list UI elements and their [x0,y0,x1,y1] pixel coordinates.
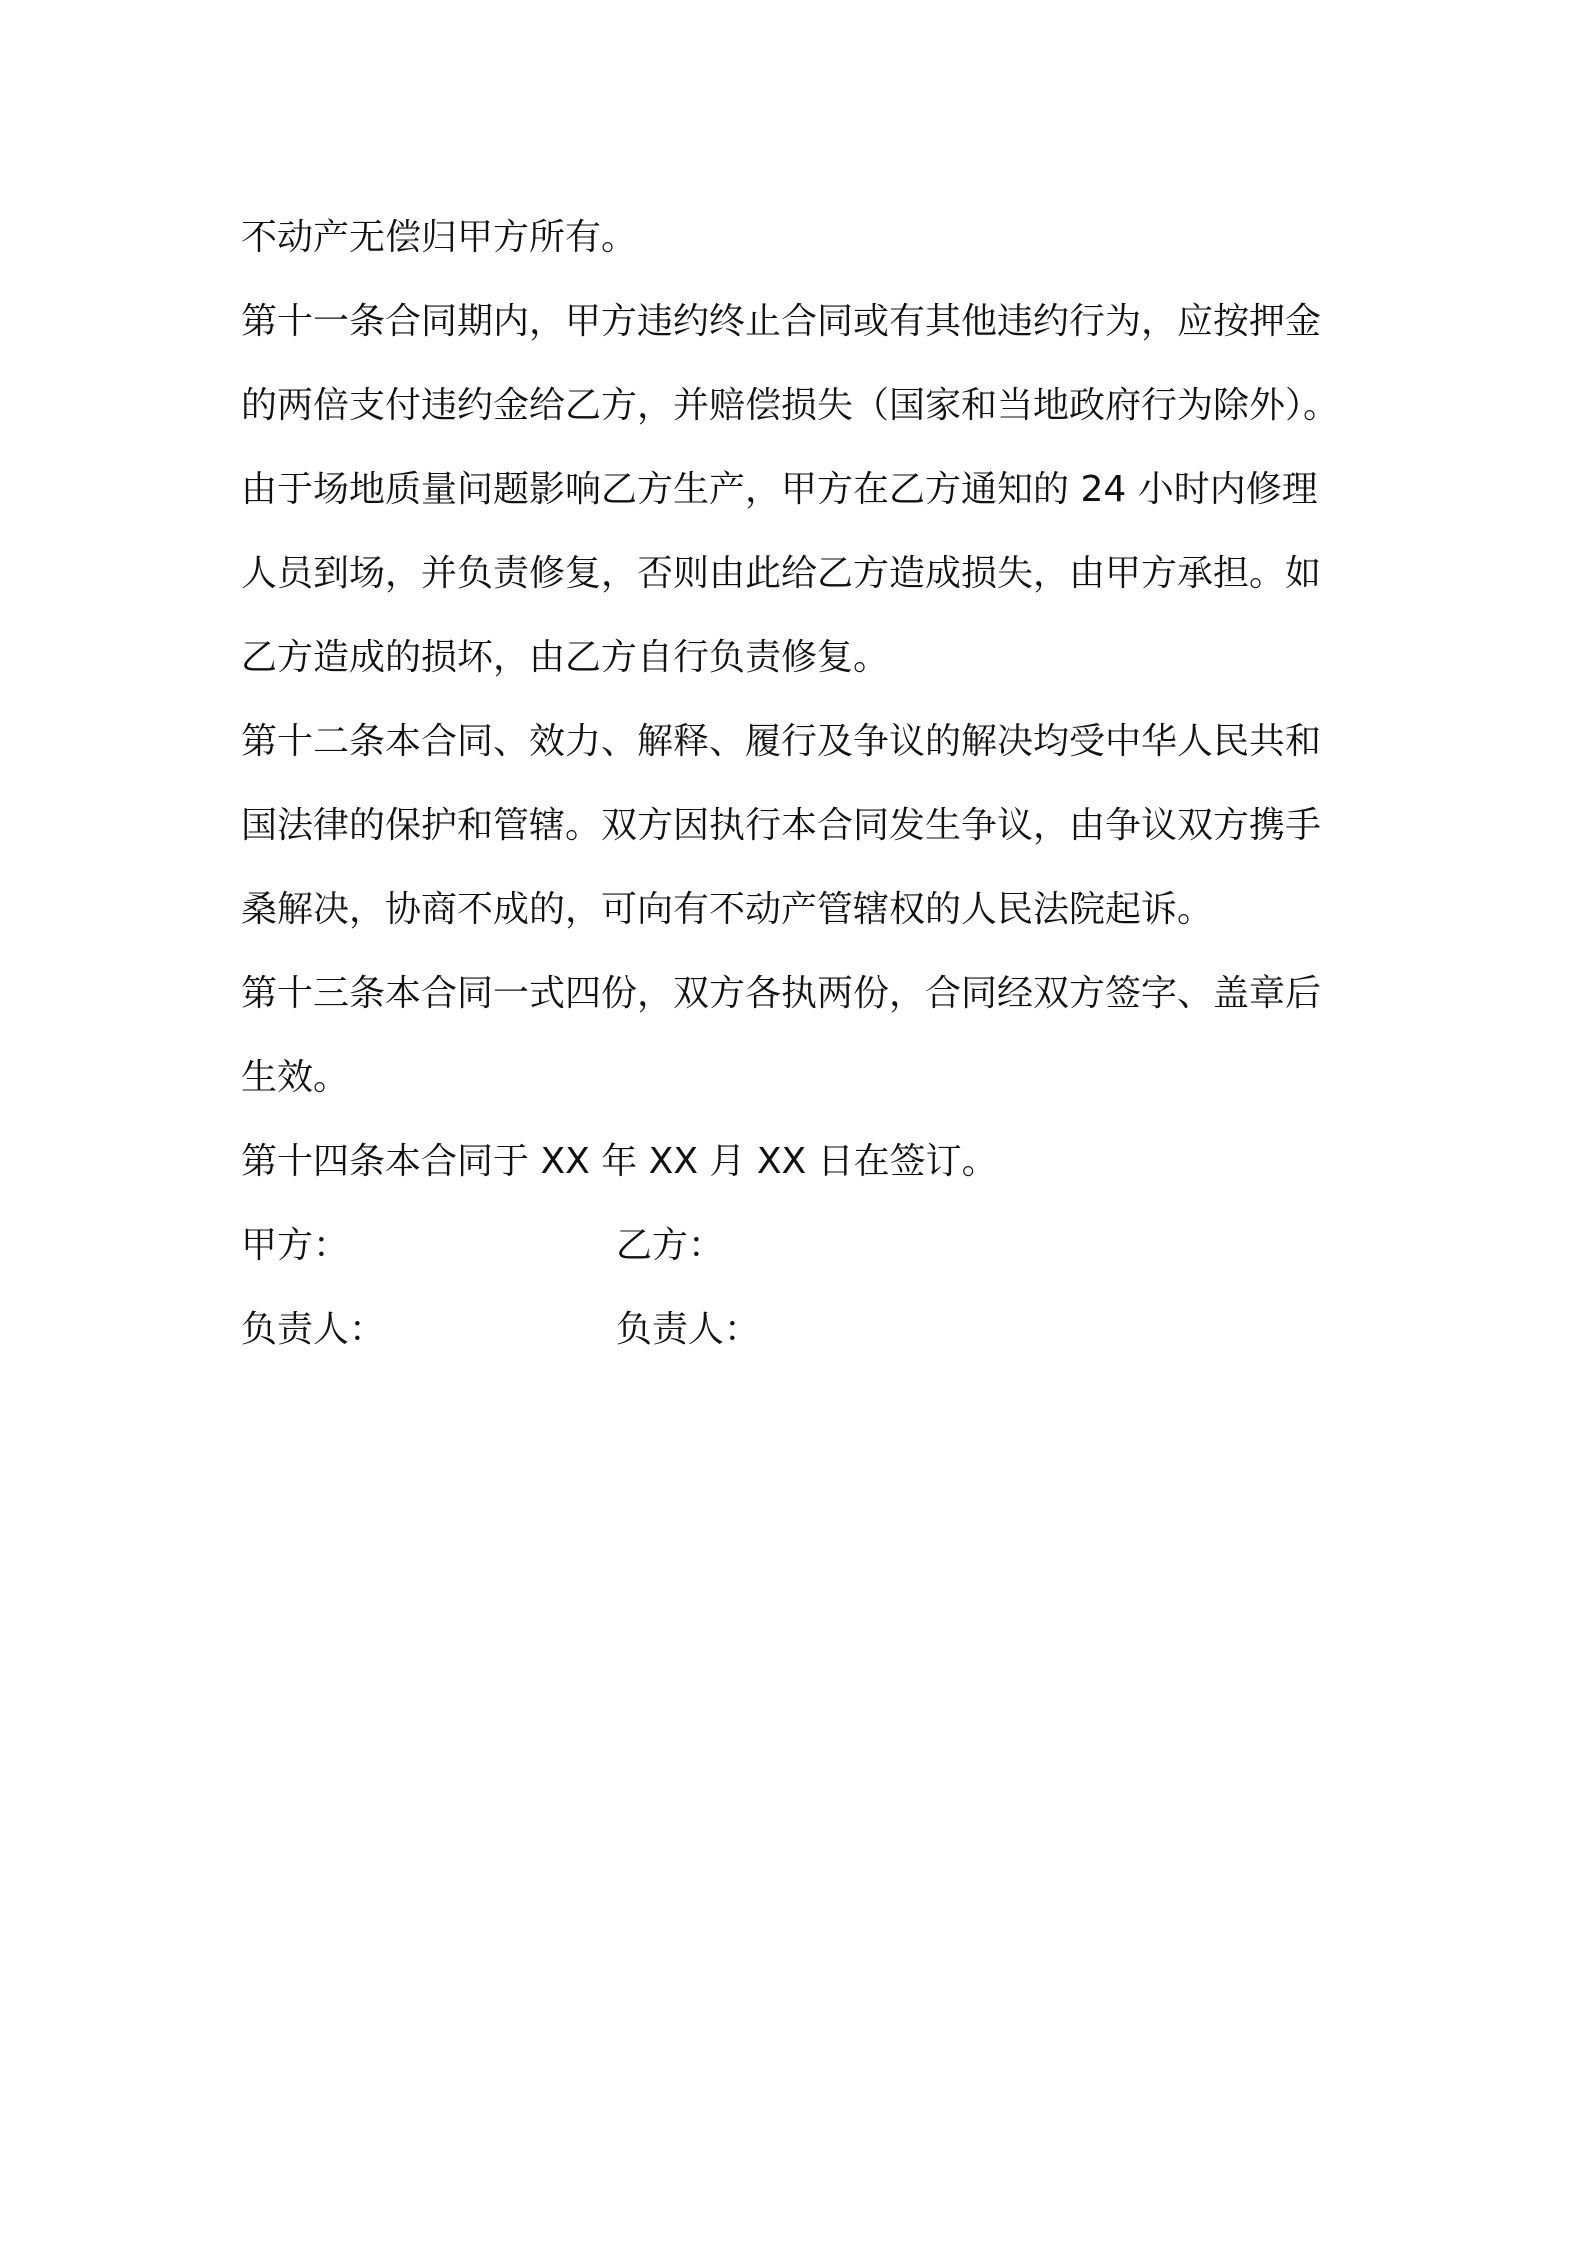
text-line: 第十四条本合同于 XX 年 XX 月 XX 日在签订。 [241,1141,998,1182]
text-line: 第十一条合同期内，甲方违约终止合同或有其他违约行为，应按押金 [241,301,1322,342]
text-line: 的两倍支付违约金给乙方，并赔偿损失（国家和当地政府行为除外）。 [241,385,1340,426]
text-line: 生效。 [241,1057,350,1098]
text-line: 第十三条本合同一式四份，双方各执两份，合同经双方签字、盖章后 [241,973,1322,1014]
party-b-label: 乙方： [616,1225,725,1266]
text-line: 乙方造成的损坏，由乙方自行负责修复。 [241,637,890,678]
contract-body [241,196,1361,1372]
text-line: 人员到场，并负责修复，否则由此给乙方造成损失，由甲方承担。如 [241,553,1322,594]
signature-representatives-row [241,1288,1361,1372]
text-line: 桑解决，协商不成的，可向有不动产管辖权的人民法院起诉。 [241,889,1214,930]
text-line: 国法律的保护和管辖。双方因执行本合同发生争议，由争议双方携手 [241,805,1322,846]
signature-parties-row [241,1204,1361,1288]
party-a-label: 甲方： [241,1225,350,1266]
party-b-representative-label: 负责人： [616,1309,761,1350]
text-line: 由于场地质量问题影响乙方生产，甲方在乙方通知的 24 小时内修理 [241,469,1318,510]
text-line: 不动产无偿归甲方所有。 [241,217,638,258]
text-line: 第十二条本合同、效力、解释、履行及争议的解决均受中华人民共和 [241,721,1322,762]
party-a-representative-label: 负责人： [241,1309,386,1350]
